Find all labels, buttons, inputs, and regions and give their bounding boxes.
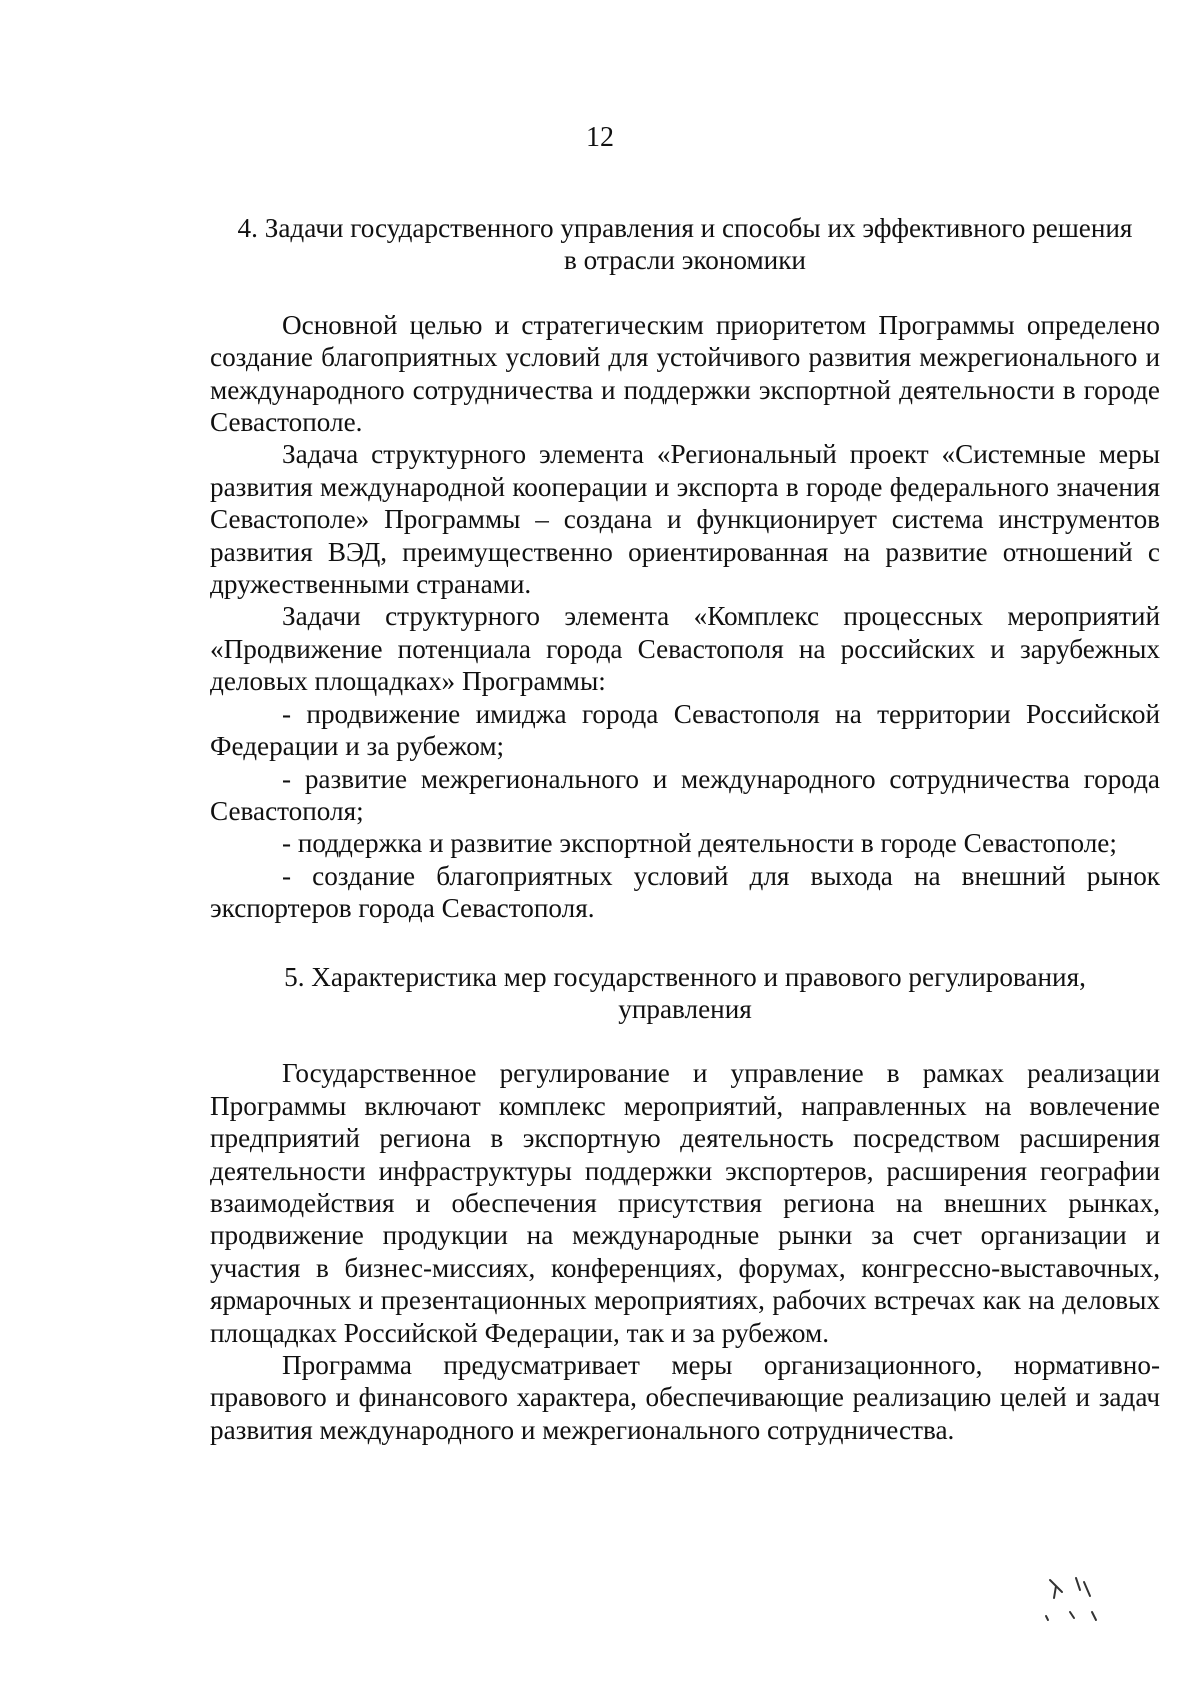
section-4-list-item-1: - продвижение имиджа города Севастополя на территории Российской Федерации и за рубежом; xyxy=(210,698,1160,762)
section-4-heading xyxy=(210,212,1160,277)
section-5-paragraph-2: Программа предусматривает меры организационного, нормативно-правового и финансового характера, обеспечивающие реализацию целей и задач развития международного и межрегионального сотрудничества. xyxy=(210,1350,1160,1445)
section-4-list-item-3: - поддержка и развитие экспортной деятельности в городе Севастополе; xyxy=(282,828,1117,859)
section-5-heading xyxy=(210,961,1160,1026)
section-4-heading-line-1: 4. Задачи государственного управления и способы их эффективного решения xyxy=(237,213,1133,243)
section-4-list-item-4: - создание благоприятных условий для выхода на внешний рынок экспортеров города Севастополя. xyxy=(210,860,1160,924)
section-5-heading-line-1: 5. Характеристика мер государственного и правового регулирования, xyxy=(284,961,1086,992)
section-5-heading-line-2: управления xyxy=(618,993,752,1024)
page-number: 12 xyxy=(586,122,614,153)
section-5-paragraph-1: Государственное регулирование и управление в рамках реализации Программы включают комплекс мероприятий, направленных на вовлечение предприятий региона в экспортную деятельность посредством расширения деятельности инфраструктуры поддержки экспортеров, расширения географии взаимодействия и обеспечения присутствия региона на внешних рынках, продвижение продукции на международные рынки за счет организации и участия в бизнес-миссиях, конференциях, форумах, конгрессно-выставочных, ярмарочных и презентационных мероприятиях, рабочих встречах как на деловых площадках Российской Федерации, так и за рубежом. xyxy=(210,1058,1160,1348)
section-4-list-item-2: - развитие межрегионального и международного сотрудничества города Севастополя; xyxy=(210,763,1160,826)
document-body xyxy=(210,212,1160,1446)
section-4-paragraph-3: Задачи структурного элемента «Комплекс процессных мероприятий «Продвижение потенциала города Севастополя на российских и зарубежных деловых площадках» Программы: xyxy=(210,601,1160,697)
section-4-paragraph-1: Основной целью и стратегическим приоритетом Программы определено создание благоприятных условий для устойчивого развития межрегионального и международного сотрудничества и поддержки экспортной деятельности в городе Севастополе. xyxy=(210,309,1160,438)
section-4-heading-line-2: в отрасли экономики xyxy=(564,245,806,276)
section-4-paragraph-2: Задача структурного элемента «Региональный проект «Системные меры развития международной кооперации и экспорта в городе федерального значения Севастополе» Программы – создана и функционирует система инструментов развития ВЭД, преимущественно ориентированная на развитие отношений с дружественными странами. xyxy=(210,439,1160,600)
initials-mark-icon xyxy=(1040,1572,1120,1632)
